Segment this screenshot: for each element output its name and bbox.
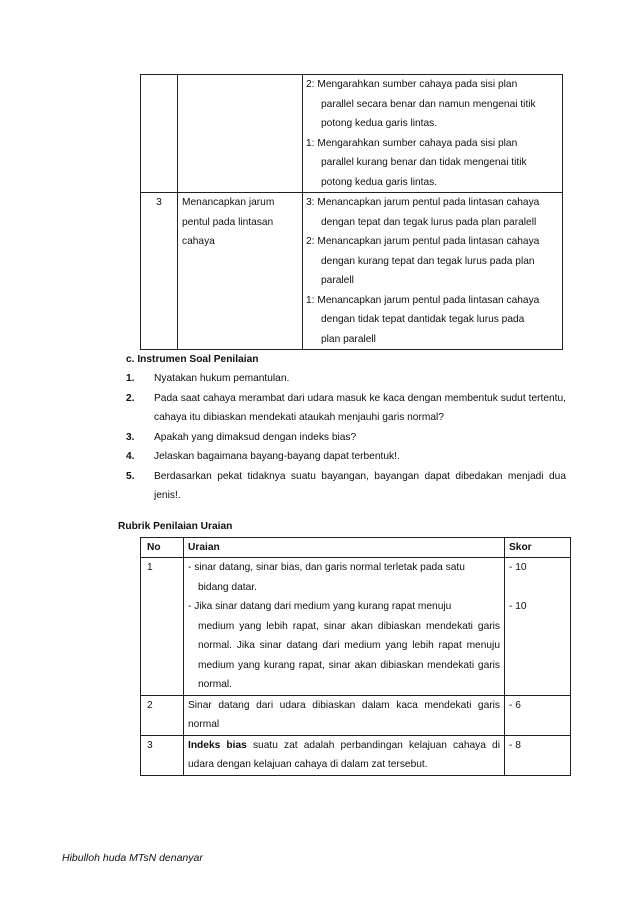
table-cell-criteria xyxy=(303,193,563,350)
criteria-line: 2: Menancapkan jarum pentul pada lintasan cahaya xyxy=(306,236,540,247)
question-text: Apakah yang dimaksud dengan indeks bias? xyxy=(154,431,357,443)
uraian-line: bidang datar. xyxy=(198,581,257,593)
criteria-line: 1: Menancapkan jarum pentul pada lintasan cahaya xyxy=(306,294,540,306)
section-title: c. Instrumen Soal Penilaian xyxy=(126,354,259,365)
column-header-skor: Skor xyxy=(505,538,571,558)
uraian-cell xyxy=(184,558,505,696)
criteria-block xyxy=(303,75,562,134)
criteria-line: paralell xyxy=(321,275,354,286)
criteria-line: 2: Mengarahkan sumber cahaya pada sisi plan xyxy=(306,79,518,90)
criteria-line: parallel secara benar dan namun mengenai titik xyxy=(321,98,536,110)
question-item xyxy=(126,389,566,428)
uraian-line: medium yang lebih rapat, sinar akan dibiaskan mendekati garis normal. Jika sinar datang dari medium yang lebih rapat menuju medium yang kurang rapat, sinar akan dibiaskan mendekati garis normal. xyxy=(198,620,500,690)
criteria-line: parallel kurang benar dan tidak mengenai titik xyxy=(321,157,527,168)
step-line: cahaya xyxy=(182,236,215,247)
criteria-block xyxy=(303,232,562,291)
skor-value: - 6 xyxy=(509,699,521,711)
uraian-line: - sinar datang, sinar bias, dan garis normal terletak pada satu xyxy=(188,562,465,573)
table-row xyxy=(141,735,571,775)
question-item xyxy=(126,369,566,389)
table-cell-no xyxy=(141,193,178,350)
criteria-line: plan paralell xyxy=(321,333,376,345)
skor-value: - 10 xyxy=(509,562,527,573)
step-line: pentul pada lintasan xyxy=(182,216,274,228)
question-number: 4. xyxy=(126,451,135,462)
table-row xyxy=(141,695,571,735)
uraian-cell xyxy=(184,735,505,775)
column-header-no: No xyxy=(141,538,184,558)
row-number: 1 xyxy=(141,558,184,696)
question-number: 1. xyxy=(126,373,135,384)
criteria-line: 3: Menancapkan jarum pentul pada lintasan cahaya xyxy=(306,197,540,208)
table-header-row xyxy=(141,538,571,558)
row-number: 3 xyxy=(141,735,184,775)
skor-cell xyxy=(505,558,571,696)
skor-value: - 8 xyxy=(509,739,521,751)
question-item xyxy=(126,428,566,448)
assessment-questions-section xyxy=(126,350,566,506)
table-cell-no xyxy=(141,75,178,193)
skor-cell xyxy=(505,735,571,775)
table-row xyxy=(141,75,563,193)
question-number: 3. xyxy=(126,431,135,443)
question-text: Jelaskan bagaimana bayang-bayang dapat terbentuk!. xyxy=(154,451,400,462)
uraian-line: - Jika sinar datang dari medium yang kurang rapat menuju xyxy=(188,601,452,612)
uraian-text xyxy=(188,736,500,775)
criteria-block xyxy=(303,291,562,350)
question-text: Pada saat cahaya merambat dari udara masuk ke kaca dengan membentuk sudut tertentu, cahaya itu dibiaskan mendekati ataukah menjauhi garis normal? xyxy=(154,392,566,423)
criteria-line: potong kedua garis lintas. xyxy=(321,176,438,188)
term-bold: Indeks bias xyxy=(188,739,247,751)
uraian-text: Sinar datang dari udara dibiaskan dalam kaca mendekati garis normal xyxy=(188,699,500,730)
table-cell-step xyxy=(178,75,303,193)
essay-rubric-table xyxy=(140,537,571,776)
page-footer: Hibulloh huda MTsN denanyar xyxy=(62,852,203,864)
criteria-line: dengan tidak tepat dantidak tegak lurus pada xyxy=(321,314,525,325)
rubric-title: Rubrik Penilaian Uraian xyxy=(118,521,233,532)
row-number: 2 xyxy=(141,695,184,735)
skor-value: - 10 xyxy=(509,601,527,612)
uraian-cell xyxy=(184,695,505,735)
question-text: Berdasarkan pekat tidaknya suatu bayangan, bayangan dapat dibedakan menjadi dua jenis!. xyxy=(154,470,566,501)
criteria-block xyxy=(303,193,562,232)
question-number: 5. xyxy=(126,470,135,482)
question-item xyxy=(126,467,566,506)
observation-rubric-table xyxy=(140,74,563,350)
table-cell-criteria xyxy=(303,75,563,193)
skor-cell xyxy=(505,695,571,735)
question-item xyxy=(126,447,566,467)
question-text: Nyatakan hukum pemantulan. xyxy=(154,373,290,384)
step-line: Menancapkan jarum xyxy=(182,197,275,208)
table-row xyxy=(141,558,571,696)
column-header-uraian: Uraian xyxy=(184,538,505,558)
definition-text: suatu zat adalah perbandingan kelajuan cahaya di udara dengan kelajuan cahaya di dalam zat tersebut. xyxy=(188,739,500,770)
question-number: 2. xyxy=(126,392,135,404)
criteria-line: dengan tepat dan tegak lurus pada plan paralell xyxy=(321,216,537,228)
table-cell-step xyxy=(178,193,303,350)
row-number: 3 xyxy=(156,197,162,208)
criteria-line: potong kedua garis lintas. xyxy=(321,118,438,129)
criteria-line: dengan kurang tepat dan tegak lurus pada plan xyxy=(321,255,535,267)
criteria-block xyxy=(303,134,562,193)
criteria-line: 1: Mengarahkan sumber cahaya pada sisi plan xyxy=(306,137,518,149)
table-row xyxy=(141,193,563,350)
